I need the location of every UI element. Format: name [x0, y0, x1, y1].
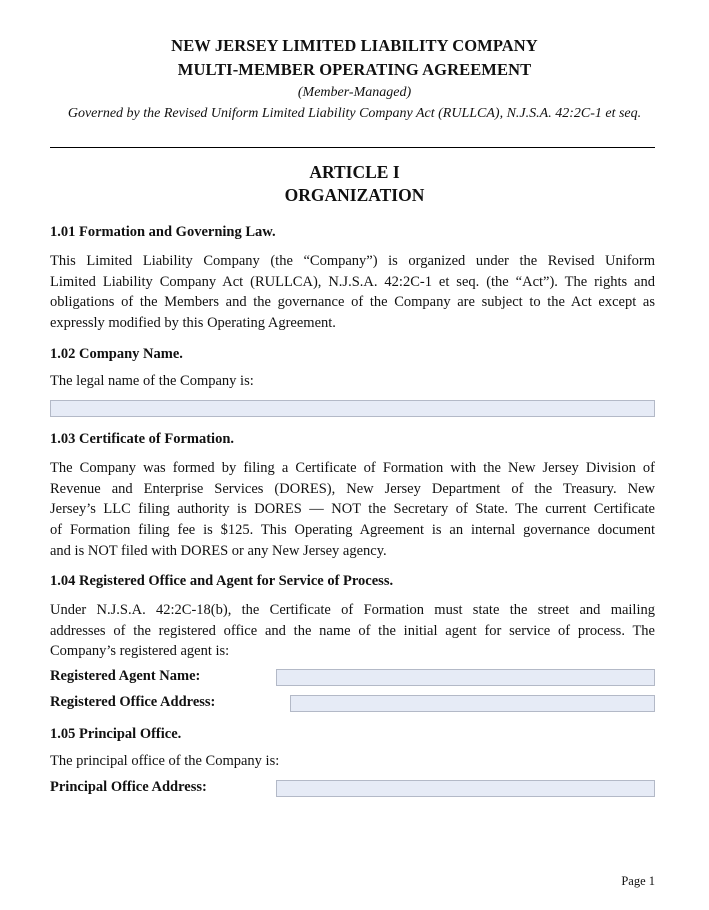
article-number: ARTICLE I — [309, 162, 400, 182]
company-name-field[interactable] — [50, 400, 655, 417]
article-title: ORGANIZATION — [284, 185, 425, 205]
section-1-02-heading: 1.02 Company Name. — [50, 346, 183, 362]
paragraph-line: Company’s registered agent is: — [50, 643, 230, 660]
paragraph-line: and is NOT filed with DORES or any New Jersey agency. — [50, 542, 387, 559]
section-1-05-heading: 1.05 Principal Office. — [50, 726, 182, 742]
principal-office-address-label: Principal Office Address: — [50, 779, 207, 795]
paragraph-line: expressly modified by this Operating Agreement. — [50, 315, 336, 332]
company-name-prompt: The legal name of the Company is: — [50, 373, 254, 389]
paragraph-line: obligations of the Members and the governance of the Company are subject to the Act except as — [50, 294, 655, 311]
document-title-line-1: NEW JERSEY LIMITED LIABILITY COMPANY — [171, 36, 538, 55]
paragraph-line: This Limited Liability Company (the “Company”) is organized under the Revised Uniform — [50, 253, 655, 269]
principal-office-address-field[interactable] — [276, 780, 655, 797]
paragraph-line: Under N.J.S.A. 42:2C-18(b), the Certificate of Formation must state the street and mailing — [50, 602, 655, 618]
registered-office-address-field[interactable] — [290, 695, 655, 712]
paragraph-line: The Company was formed by filing a Certificate of Formation with the New Jersey Division of — [50, 460, 655, 476]
paragraph-line: Jersey’s LLC filing authority is DORES — NOT the Secretary of State. The current Certificate — [50, 501, 655, 518]
header-divider — [50, 147, 655, 148]
section-1-04-paragraph — [50, 600, 655, 662]
section-1-04-heading: 1.04 Registered Office and Agent for Service of Process. — [50, 573, 394, 589]
paragraph-line: of Formation filing fee is $125. This Operating Agreement is an internal governance document — [50, 522, 655, 539]
paragraph-line: Revenue and Enterprise Services (DORES), New Jersey Department of the Treasury. New — [50, 480, 655, 497]
registered-office-address-label: Registered Office Address: — [50, 694, 216, 710]
section-1-03-paragraph — [50, 458, 655, 561]
registered-agent-name-field[interactable] — [276, 669, 655, 686]
page-number: Page 1 — [621, 874, 655, 888]
section-1-01-paragraph — [50, 251, 655, 334]
principal-office-prompt: The principal office of the Company is: — [50, 753, 280, 769]
document-title-line-2: MULTI-MEMBER OPERATING AGREEMENT — [177, 60, 532, 79]
section-1-03-heading: 1.03 Certificate of Formation. — [50, 431, 235, 447]
paragraph-line: addresses of the registered office and the name of the initial agent for service of process. The — [50, 622, 655, 639]
document-subtitle: (Member-Managed) — [297, 85, 412, 100]
registered-agent-name-label: Registered Agent Name: — [50, 668, 201, 684]
paragraph-line: Limited Liability Company Act (RULLCA), N.J.S.A. 42:2C-1 et seq. (the “Act”). The rights and — [50, 273, 655, 290]
governing-law-line: Governed by the Revised Uniform Limited Liability Company Act (RULLCA), N.J.S.A. 42:2C-1 et seq. — [67, 106, 642, 121]
section-1-01-heading: 1.01 Formation and Governing Law. — [50, 224, 276, 240]
